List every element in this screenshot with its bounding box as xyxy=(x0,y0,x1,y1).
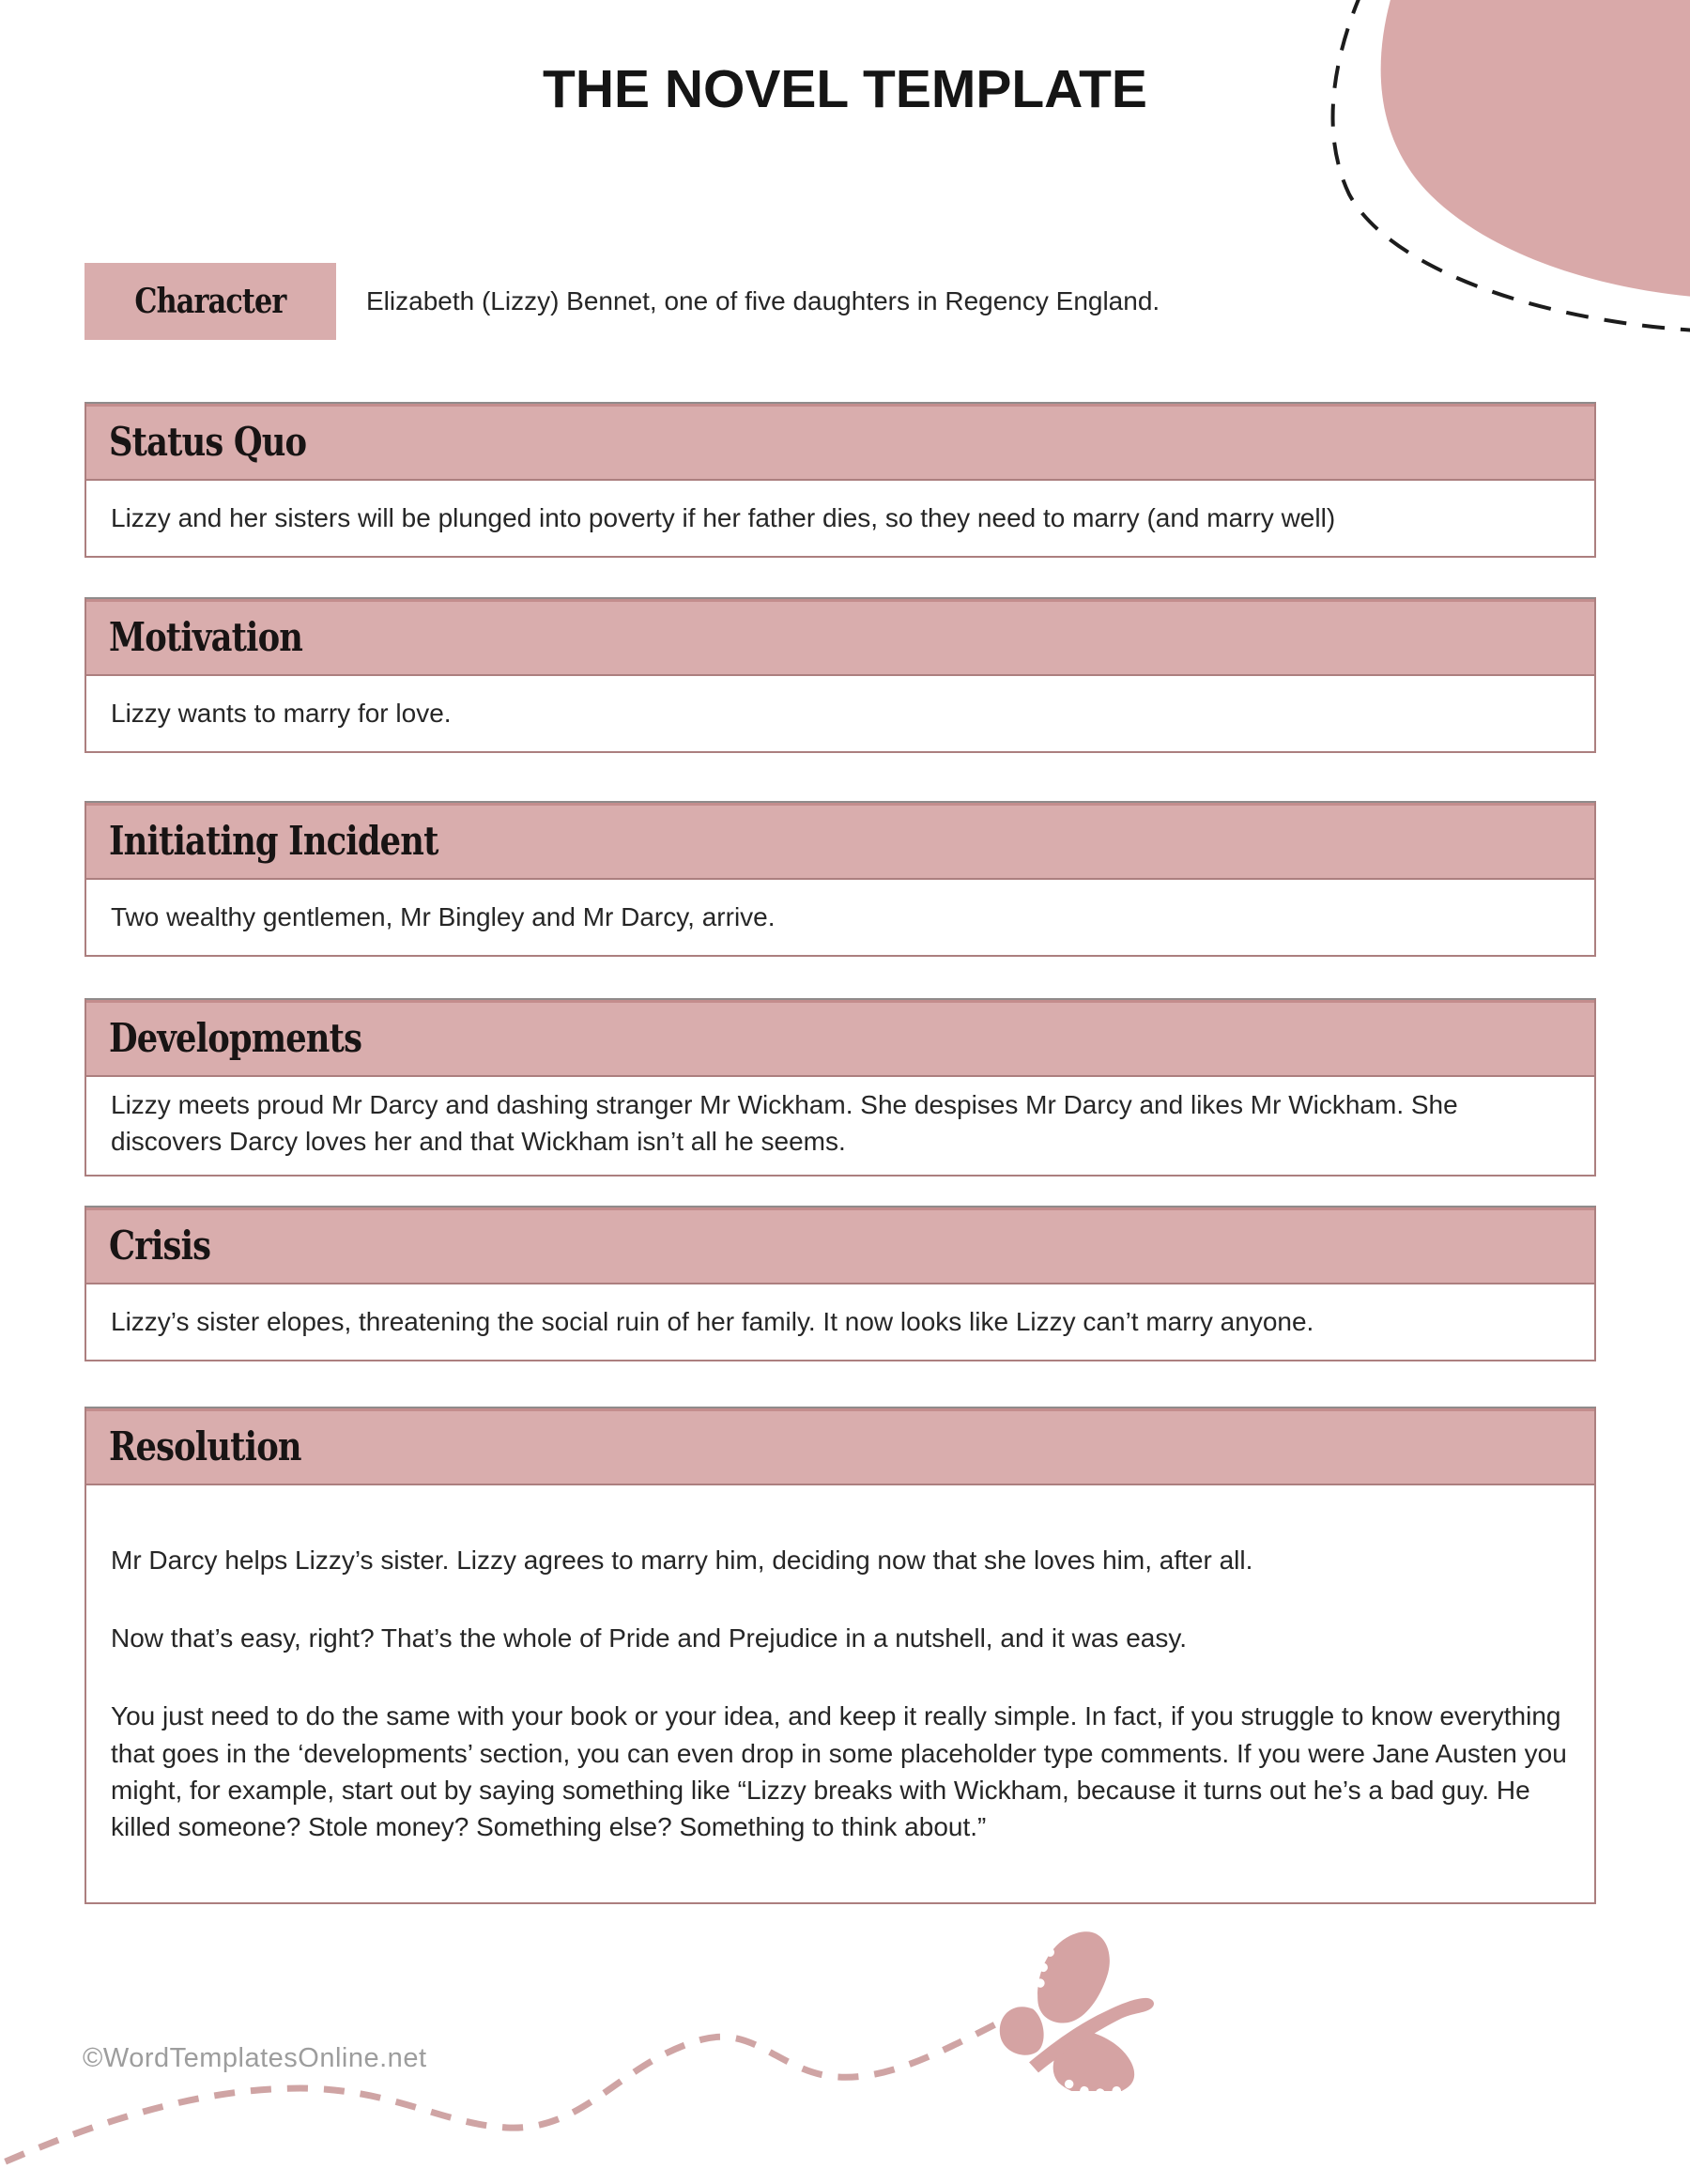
dashed-trail-icon xyxy=(0,2011,1022,2176)
section-text: Lizzy meets proud Mr Darcy and dashing stranger Mr Wickham. She despises Mr Darcy and likes Mr Wickham. She discovers Darcy loves her and that Wickham isn’t all he seems. xyxy=(111,1090,1458,1157)
blob-shape-icon xyxy=(1381,0,1690,297)
section-body-motivation[interactable] xyxy=(86,676,1594,751)
section-header-motivation xyxy=(86,599,1594,676)
section-header-initiating-incident xyxy=(86,803,1594,880)
section-body-initiating-incident[interactable] xyxy=(86,880,1594,955)
page-title: THE NOVEL TEMPLATE xyxy=(543,59,1147,119)
section-header-crisis xyxy=(86,1207,1594,1284)
section-status-quo xyxy=(84,402,1596,558)
section-title: Status Quo xyxy=(109,418,307,465)
section-header-status-quo xyxy=(86,404,1594,481)
section-text: Now that’s easy, right? That’s the whole of Pride and Prejudice in a nutshell, and it was easy. xyxy=(111,1623,1188,1653)
section-text: Lizzy’s sister elopes, threatening the social ruin of her family. It now looks like Lizzy can’t marry anyone. xyxy=(111,1307,1314,1337)
section-body-status-quo[interactable] xyxy=(86,481,1594,556)
section-crisis xyxy=(84,1206,1596,1361)
section-resolution xyxy=(84,1407,1596,1904)
section-text: Two wealthy gentlemen, Mr Bingley and Mr Darcy, arrive. xyxy=(111,902,776,932)
butterfly-icon xyxy=(991,1927,1169,2091)
section-body-crisis[interactable] xyxy=(86,1284,1594,1360)
character-label-box xyxy=(84,263,336,340)
section-header-resolution xyxy=(86,1408,1594,1485)
character-row xyxy=(84,263,1596,340)
section-title: Crisis xyxy=(109,1222,211,1269)
section-title: Initiating Incident xyxy=(109,817,438,864)
butterfly-trail-decoration xyxy=(0,1972,1127,2184)
character-value[interactable]: Elizabeth (Lizzy) Bennet, one of five daughters in Regency England. xyxy=(366,286,1160,315)
section-text: Mr Darcy helps Lizzy’s sister. Lizzy agrees to marry him, deciding now that she loves him, after all. xyxy=(111,1546,1253,1575)
section-developments xyxy=(84,998,1596,1177)
section-body-resolution[interactable] xyxy=(86,1485,1594,1902)
character-label: Character xyxy=(134,282,286,321)
section-title: Resolution xyxy=(109,1423,301,1469)
section-body-developments[interactable] xyxy=(86,1077,1594,1175)
watermark: ©WordTemplatesOnline.net xyxy=(83,2043,427,2073)
section-text: Lizzy and her sisters will be plunged into poverty if her father dies, so they need to marry (and marry well) xyxy=(111,503,1336,533)
section-title: Developments xyxy=(109,1014,362,1061)
section-motivation xyxy=(84,597,1596,753)
section-text: You just need to do the same with your book or your idea, and keep it really simple. In fact, if you struggle to know everything that goes in the ‘developments’ section, you can even drop in some placeholder type comments. If you were Jane Austen you might, for example, start out by saying something like “Lizzy breaks with Wickham, because it turns out he’s a bad guy. He killed someone? Stole money? Something else? Something to think about.” xyxy=(111,1701,1567,1841)
section-header-developments xyxy=(86,1000,1594,1077)
section-text: Lizzy wants to marry for love. xyxy=(111,699,452,729)
section-title: Motivation xyxy=(109,613,303,660)
section-initiating-incident xyxy=(84,801,1596,957)
